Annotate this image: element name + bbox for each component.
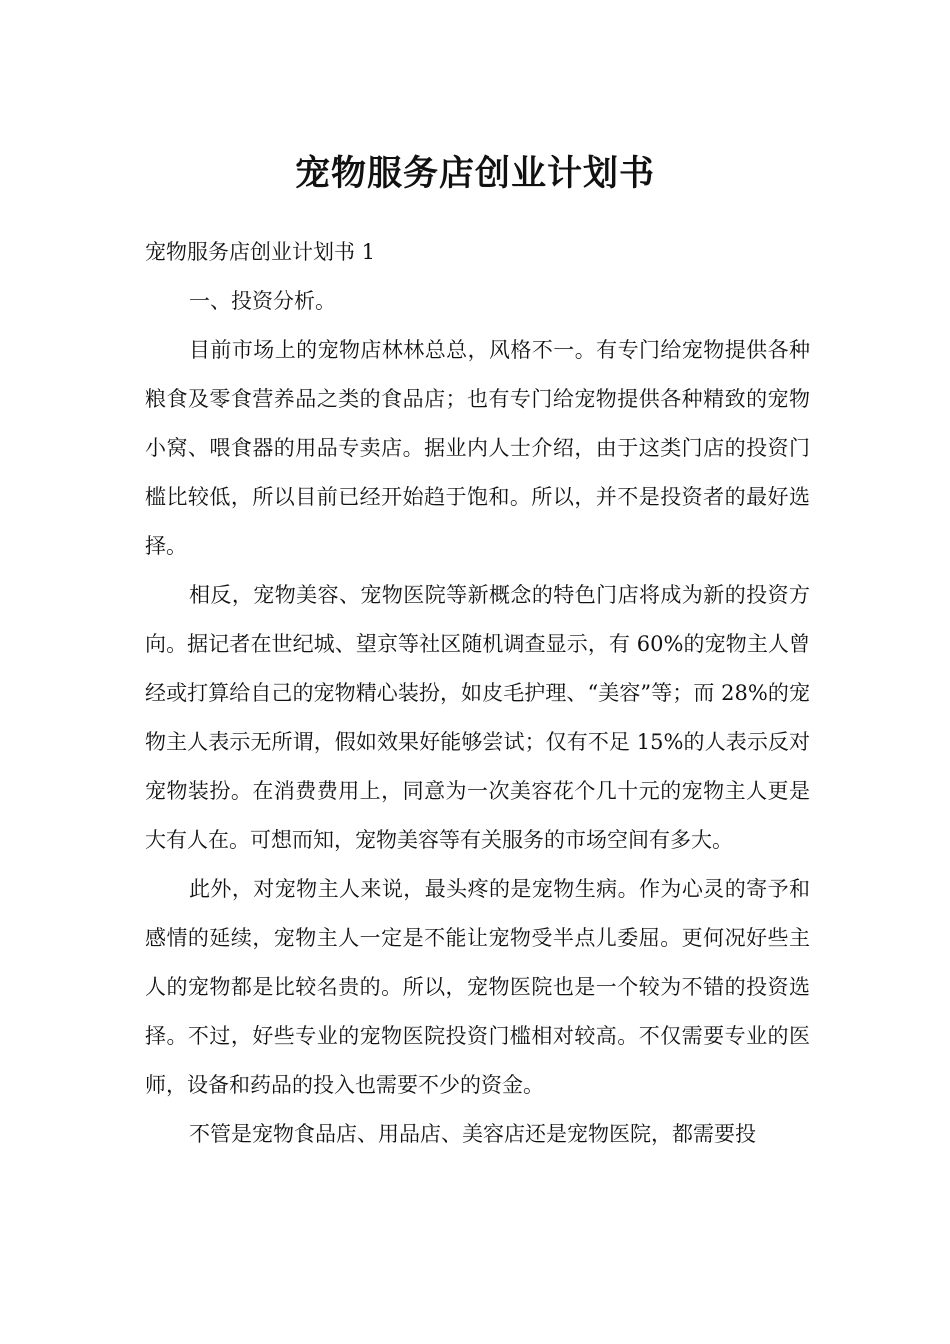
paragraph: 目前市场上的宠物店林林总总，风格不一。有专门给宠物提供各种粮食及零食营养品之类的食品店；也有专门给宠物提供各种精致的宠物小窝、喂食器的用品专卖店。据业内人士介绍，由于这类门店的投资门槛比较低，所以目前已经开始趋于饱和。所以，并不是投资者的最好选择。 — [145, 338, 810, 558]
document-body — [145, 228, 810, 1159]
paragraph: 此外，对宠物主人来说，最头疼的是宠物生病。作为心灵的寄予和感情的延续，宠物主人一定是不能让宠物受半点儿委屈。更何况好些主人的宠物都是比较名贵的。所以，宠物医院也是一个较为不错的投资选择。不过，好些专业的宠物医院投资门槛相对较高。不仅需要专业的医师，设备和药品的投入也需要不少的资金。 — [145, 877, 810, 1097]
section-heading: 一、投资分析。 — [189, 289, 336, 313]
paragraph: 相反，宠物美容、宠物医院等新概念的特色门店将成为新的投资方向。据记者在世纪城、望京等社区随机调查显示，有 60%的宠物主人曾经或打算给自己的宠物精心装扮，如皮毛护理、“美容”等；而 28%的宠物主人表示无所谓，假如效果好能够尝试；仅有不足 15%的人表示反对宠物装扮。在消费费用上，同意为一次美容花个几十元的宠物主人更是大有人在。可想而知，宠物美容等有关服务的市场空间有多大。 — [145, 583, 810, 852]
document-subtitle: 宠物服务店创业计划书 1 — [145, 240, 376, 264]
paragraph: 不管是宠物食品店、用品店、美容店还是宠物医院，都需要投 — [189, 1122, 756, 1146]
document-title: 宠物服务店创业计划书 — [294, 154, 655, 195]
